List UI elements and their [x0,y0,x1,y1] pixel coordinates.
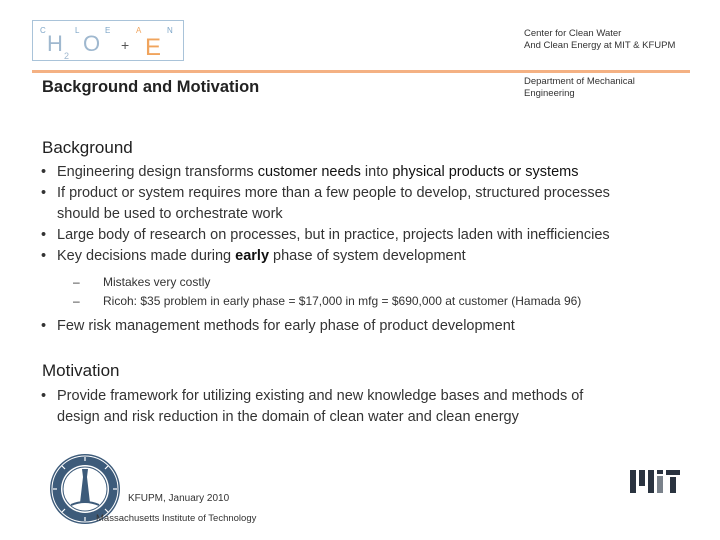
footer-date: KFUPM, January 2010 [128,493,230,504]
svg-text:E: E [105,26,111,35]
slide-title: Background and Motivation [42,78,260,96]
svg-text:N: N [167,26,173,35]
bullet-dot: • [41,164,47,180]
dept-line-1: Department of Mechanical [524,76,635,87]
bullet-item [41,162,681,183]
svg-text:O: O [83,31,101,56]
bullet-item [41,183,681,225]
bullet-dot: • [41,318,47,334]
org-line-2: And Clean Energy at MIT & KFUPM [524,40,676,51]
sub-bullet-text: Ricoh: $35 problem in early phase = $17,000 in mfg = $690,000 at customer (Hamada 96) [103,294,582,308]
svg-text:C: C [40,26,46,35]
department-name [524,76,635,100]
svg-text:2: 2 [64,51,70,61]
sub-bullet-text: Mistakes very costly [103,275,211,289]
org-line-1: Center for Clean Water [524,28,622,39]
cleen-logo [32,20,184,61]
svg-text:H: H [47,31,63,56]
sub-bullet-dash: – [73,275,80,289]
keyword-customer-needs: customer needs [257,164,361,180]
bullet-item [41,386,681,428]
bullet-dot: • [41,185,47,201]
bullet-text: Key decisions made during [57,248,236,264]
motivation-heading: Motivation [42,361,120,380]
bullet-text: into [360,164,393,180]
background-heading: Background [42,138,133,157]
bullet-dot: • [41,388,47,404]
sub-bullet-item [73,273,681,292]
sub-bullet-item [73,292,681,311]
bullet-text: Few risk management methods for early phase of product development [57,318,515,334]
bullet-item [41,225,681,246]
footer-institute: Massachusetts Institute of Technology [96,513,257,524]
svg-text:E: E [145,34,162,61]
bullet-text: If product or system requires more than a few people to develop, structured processes [57,185,610,201]
bullet-text: Large body of research on processes, but in practice, projects laden with inefficiencies [57,227,610,243]
keyword-physical-products: physical products or systems [392,164,579,180]
motivation-bullets [41,386,681,428]
mit-logo-graphic [630,468,680,493]
org-name [524,28,675,52]
keyword-early: early [235,248,270,264]
bullet-item [41,316,681,337]
dept-line-2: Engineering [524,88,575,99]
bullet-dot: • [41,248,47,264]
bullet-text: phase of system development [269,248,466,264]
svg-text:A: A [136,26,142,35]
bullet-item [41,246,681,267]
header-divider [32,70,690,73]
background-bullets [41,162,681,337]
bullet-text-continued: design and risk reduction in the domain of clean water and clean energy [57,409,519,425]
bullet-text: Engineering design transforms [57,164,258,180]
svg-text:+: + [121,37,130,53]
bullet-dot: • [41,227,47,243]
bullet-text: Provide framework for utilizing existing and new knowledge bases and methods of [57,388,584,404]
mit-logo [630,468,680,493]
svg-text:L: L [75,26,80,35]
sub-bullet-dash: – [73,294,80,308]
bullet-text-continued: should be used to orchestrate work [57,206,283,222]
cleen-logo-graphic [33,21,185,62]
